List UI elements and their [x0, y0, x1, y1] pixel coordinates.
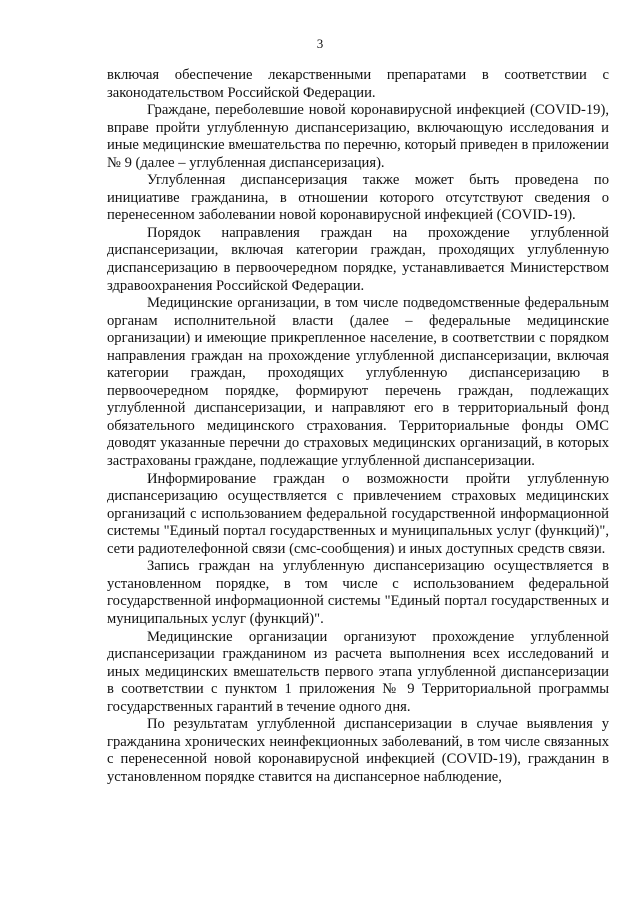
- paragraph: Порядок направления граждан на прохождение углубленной диспансеризации, включая категории граждан, проходящих углубленную диспансеризацию в первоочередном порядке, устанавливается Министерством здравоохранения Российской Федерации.: [107, 224, 609, 294]
- paragraph: Граждане, переболевшие новой коронавирусной инфекцией (COVID-19), вправе пройти углубленную диспансеризацию, включающую исследования и иные медицинские вмешательства по перечню, который приведен в приложении № 9 (далее – углубленная диспансеризация).: [107, 102, 609, 171]
- paragraph: включая обеспечение лекарственными препаратами в соответствии с законодательством Российской Федерации.: [107, 67, 609, 101]
- paragraph: Запись граждан на углубленную диспансеризацию осуществляется в установленном порядке, в том числе с использованием федеральной государственной информационной системы "Единый портал государственных и муниципальных услуг (функций)".: [107, 558, 609, 627]
- paragraph: Медицинские организации организуют прохождение углубленной диспансеризации гражданином из расчета выполнения всех исследований и иных медицинских вмешательств первого этапа углубленной диспансеризации в соответствии с пунктом 1 приложения № 9 Территориальной программы государственных гарантий в течение одного дня.: [107, 628, 609, 715]
- paragraph: Медицинские организации, в том числе подведомственные федеральным органам исполнительной власти (далее – федеральные медицинские организации) и имеющие прикрепленное население, в соответствии с порядком направления граждан на прохождение углубленной диспансеризации, включая категории граждан, проходящих углубленную диспансеризацию в первоочередном порядке, формируют перечень граждан, подлежащих углубленной диспансеризации, и направляют его в территориальный фонд обязательного медицинского страхования. Территориальные фонды ОМС доводят указанные перечни до страховых медицинских организаций, в которых застрахованы граждане, подлежащие углубленной диспансеризации.: [107, 295, 609, 470]
- document-body: [107, 67, 609, 786]
- paragraph: По результатам углубленной диспансеризации в случае выявления у гражданина хронических неинфекционных заболеваний, в том числе связанных с перенесенной новой коронавирусной инфекцией (COVID-19), гражданин в установленном порядке ставится на диспансерное наблюдение,: [107, 716, 609, 785]
- paragraph: Углубленная диспансеризация также может быть проведена по инициативе гражданина, в отношении которого отсутствуют сведения о перенесенном заболевании новой коронавирусной инфекцией (COVID-19).: [107, 172, 609, 224]
- page-number: 3: [316, 36, 324, 51]
- paragraph: Информирование граждан о возможности пройти углубленную диспансеризацию осуществляется с привлечением страховых медицинских организаций с использованием федеральной государственной информационной системы "Единый портал государственных и муниципальных услуг (функций)", сети радиотелефонной связи (смс-сообщения) и иных доступных средств связи.: [107, 470, 609, 557]
